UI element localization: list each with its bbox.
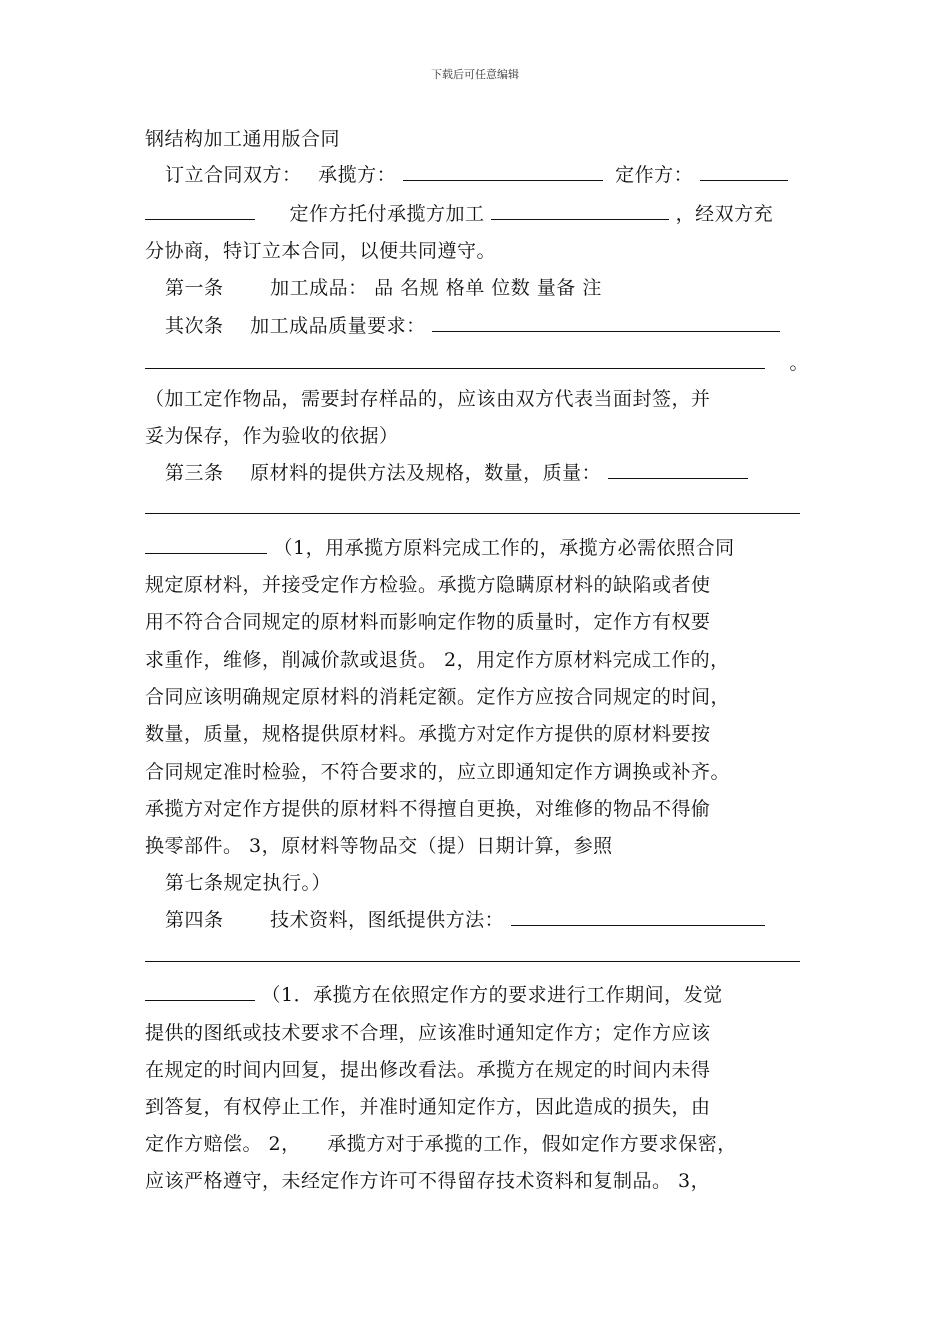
processing-item-blank[interactable] (491, 201, 669, 220)
orderer-blank-cont[interactable] (145, 201, 255, 220)
article-2-label: 其次条 (165, 315, 224, 337)
page-header-note: 下载后可任意编辑 (431, 68, 519, 81)
materials-blank-row (145, 495, 800, 519)
article-3-text-1: （1，用承揽方原料完成工作的，承揽方必需依照合同 (273, 537, 735, 559)
article-3-para-5: 合同应该明确规定原材料的消耗定额。定作方应按合同规定的时间， (145, 686, 731, 708)
article-4-text-1: （1．承揽方在依照定作方的要求进行工作期间，发觉 (261, 984, 723, 1006)
orderer-blank[interactable] (700, 162, 788, 181)
article-2-note-1: （加工定作物品，需要封存样品的，应该由双方代表当面封签，并 (145, 388, 711, 410)
article-4-line (165, 905, 765, 932)
article-4-para-1 (145, 980, 723, 1007)
article-4-text-5b: 承揽方对于承揽的工作，假如定作方要求保密， (327, 1133, 737, 1155)
contract-title: 钢结构加工通用版合同 (145, 128, 341, 150)
article-2-note-2: 妥为保存，作为验收的依据） (145, 425, 399, 447)
contractor-label: 承揽方： (318, 164, 397, 186)
article-2-end: 。 (789, 352, 810, 374)
orderer-label: 定作方： (615, 164, 694, 186)
materials-blank-end[interactable] (145, 535, 267, 554)
quality-blank[interactable] (432, 313, 780, 332)
drawings-blank-cont[interactable] (145, 943, 800, 962)
entrust-tail: ，经双方充 (675, 203, 774, 225)
article-2-line (165, 311, 780, 338)
article-3-para-3: 用不符合合同规定的原材料而影响定作物的质量时，定作方有权要 (145, 611, 711, 633)
article-3-para-6: 数量，质量，规格提供原材料。承揽方对定作方提供的原材料要按 (145, 723, 711, 745)
contractor-blank[interactable] (403, 162, 603, 181)
materials-blank[interactable] (608, 460, 748, 479)
article-3-para-4: 求重作，维修，削减价款或退货。 2，用定作方原材料完成工作的， (145, 649, 730, 671)
article-1-line (165, 273, 602, 300)
article-3-text: 原材料的提供方法及规格，数量，质量： (250, 462, 602, 484)
article-3-para-7: 合同规定准时检验，不符合要求的，应立即通知定作方调换或补齐。 (145, 761, 731, 783)
article-3-para-8: 承揽方对定作方提供的原材料不得擅自更换，对维修的物品不得偷 (145, 798, 711, 820)
article-3-para-9: 换零部件。 3，原材料等物品交（提）日期计算，参照 (145, 835, 613, 857)
drawings-blank-end[interactable] (145, 982, 255, 1001)
article-4-para-3: 在规定的时间内回复，提出修改看法。承揽方在规定的时间内未得 (145, 1059, 711, 1081)
parties-line (165, 160, 788, 187)
article-2-text: 加工成品质量要求： (250, 315, 426, 337)
article-4-para-4: 到答复，有权停止工作，并准时通知定作方，因此造成的损失，由 (145, 1096, 711, 1118)
quality-blank-cont[interactable] (145, 350, 765, 369)
article-1-label: 第一条 (165, 277, 224, 299)
article-3-para-10: 第七条规定执行。） (165, 872, 332, 894)
article-3-para-1 (145, 533, 735, 560)
materials-blank-cont[interactable] (145, 495, 800, 514)
consult-line: 分协商，特订立本合同，以便共同遵守。 (145, 240, 497, 262)
entrust-line (145, 199, 773, 226)
article-3-para-2: 规定原材料，并接受定作方检验。承揽方隐瞒原材料的缺陷或者使 (145, 574, 711, 596)
article-4-label: 第四条 (165, 909, 224, 931)
article-3-label: 第三条 (165, 462, 224, 484)
drawings-blank[interactable] (511, 907, 765, 926)
article-1-fields: 品 名规 格单 位数 量备 注 (374, 277, 602, 299)
article-4-para-6: 应该严格遵守，未经定作方许可不得留存技术资料和复制品。 3， (145, 1170, 711, 1192)
article-3-line (165, 458, 748, 485)
entrust-text: 定作方托付承揽方加工 (289, 203, 485, 225)
drawings-blank-row (145, 943, 800, 967)
article-4-text-5a: 定作方赔偿。 2， (145, 1133, 301, 1155)
article-4-text: 技术资料，图纸提供方法： (270, 909, 505, 931)
parties-label: 订立合同双方： (165, 164, 302, 186)
article-4-para-2: 提供的图纸或技术要求不合理，应该准时通知定作方；定作方应该 (145, 1022, 711, 1044)
article-1-text: 加工成品： (270, 277, 368, 299)
article-4-para-5 (145, 1129, 737, 1156)
article-2-cont-line (145, 348, 809, 375)
